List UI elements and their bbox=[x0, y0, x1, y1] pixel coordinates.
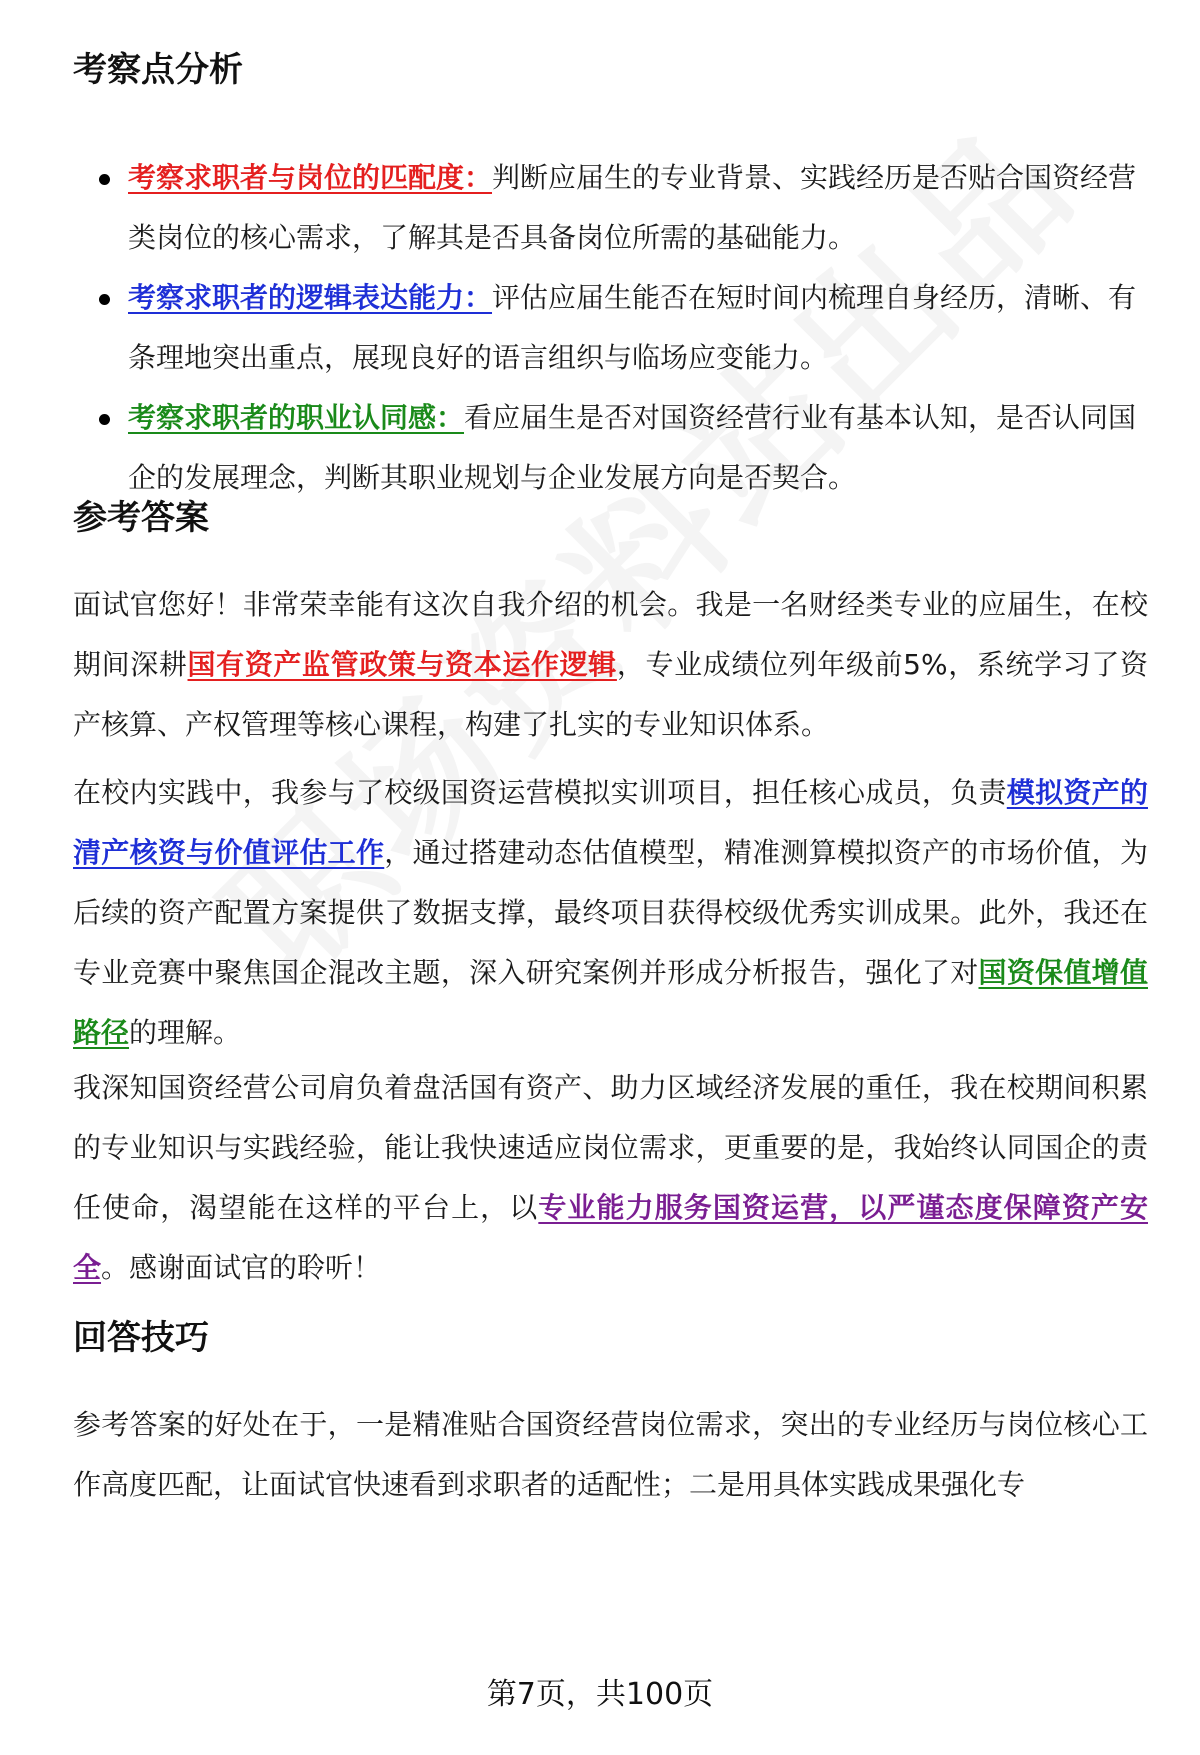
answer-1-keyword: 国有资产监管政策与资本运作逻辑 bbox=[187, 648, 617, 681]
answer-3-text-b: 。感谢面试官的聆听！ bbox=[101, 1251, 382, 1284]
answer-2-keyword-2: 国资保值增值路径 bbox=[73, 956, 1148, 1049]
answer-3-keyword: 专业能力服务国资运营，以严谨态度保障资产安全 bbox=[73, 1191, 1148, 1284]
analysis-list bbox=[73, 148, 1148, 508]
answer-paragraph-1 bbox=[73, 575, 1148, 755]
analysis-text-logic: 评估应届生能否在短时间内梳理自身经历，清晰、有条理地突出重点，展现良好的语言组织与临场应变能力。 bbox=[128, 281, 1137, 374]
analysis-item-logic bbox=[73, 268, 1148, 388]
answer-1-text-b: ，专业成绩位列年级前5%，系统学习了资产核算、产权管理等核心课程，构建了扎实的专业知识体系。 bbox=[73, 648, 1148, 741]
answer-2-text-a: 在校内实践中，我参与了校级国资运营模拟实训项目，担任核心成员，负责 bbox=[73, 776, 1007, 809]
analysis-text-fit: 判断应届生的专业背景、实践经历是否贴合国资经营类岗位的核心需求，了解其是否具备岗位所需的基础能力。 bbox=[128, 161, 1137, 254]
tips-paragraph: 参考答案的好处在于，一是精准贴合国资经营岗位需求，突出的专业经历与岗位核心工作高度匹配，让面试官快速看到求职者的适配性；二是用具体实践成果强化专 bbox=[73, 1408, 1148, 1501]
answer-3-text-a: 我深知国资经营公司肩负着盘活国有资产、助力区域经济发展的重任，我在校期间积累的专业知识与实践经验，能让我快速适应岗位需求，更重要的是，我始终认同国企的责任使命，渴望能在这样的平台上，以 bbox=[73, 1071, 1148, 1224]
answer-paragraph-3 bbox=[73, 1058, 1148, 1298]
page-number: 第7页，共100页 bbox=[486, 1677, 714, 1712]
section-title-analysis: 考察点分析 bbox=[73, 50, 243, 90]
analysis-item-fit bbox=[73, 148, 1148, 268]
answer-paragraph-2 bbox=[73, 763, 1148, 1063]
answer-2-keyword-1: 模拟资产的清产核资与价值评估工作 bbox=[73, 776, 1148, 869]
section-title-tips: 回答技巧 bbox=[73, 1318, 209, 1358]
answer-2-text-b: ，通过搭建动态估值模型，精准测算模拟资产的市场价值，为后续的资产配置方案提供了数据支撑，最终项目获得校级优秀实训成果。此外，我还在专业竞赛中聚焦国企混改主题，深入研究案例并形成分析报告，强化了对 bbox=[73, 836, 1148, 989]
analysis-text-identity: 看应届生是否对国资经营行业有基本认知，是否认同国企的发展理念，判断其职业规划与企业发展方向是否契合。 bbox=[128, 401, 1137, 494]
answer-2-text-c: 的理解。 bbox=[129, 1016, 242, 1049]
keyword-logic: 考察求职者的逻辑表达能力： bbox=[128, 281, 493, 314]
analysis-item-identity bbox=[73, 388, 1148, 508]
keyword-fit: 考察求职者与岗位的匹配度： bbox=[128, 161, 493, 194]
keyword-identity: 考察求职者的职业认同感： bbox=[128, 401, 465, 434]
section-title-answer: 参考答案 bbox=[73, 498, 209, 538]
answer-1-text-a: 面试官您好！非常荣幸能有这次自我介绍的机会。我是一名财经类专业的应届生，在校期间深耕 bbox=[73, 588, 1148, 681]
